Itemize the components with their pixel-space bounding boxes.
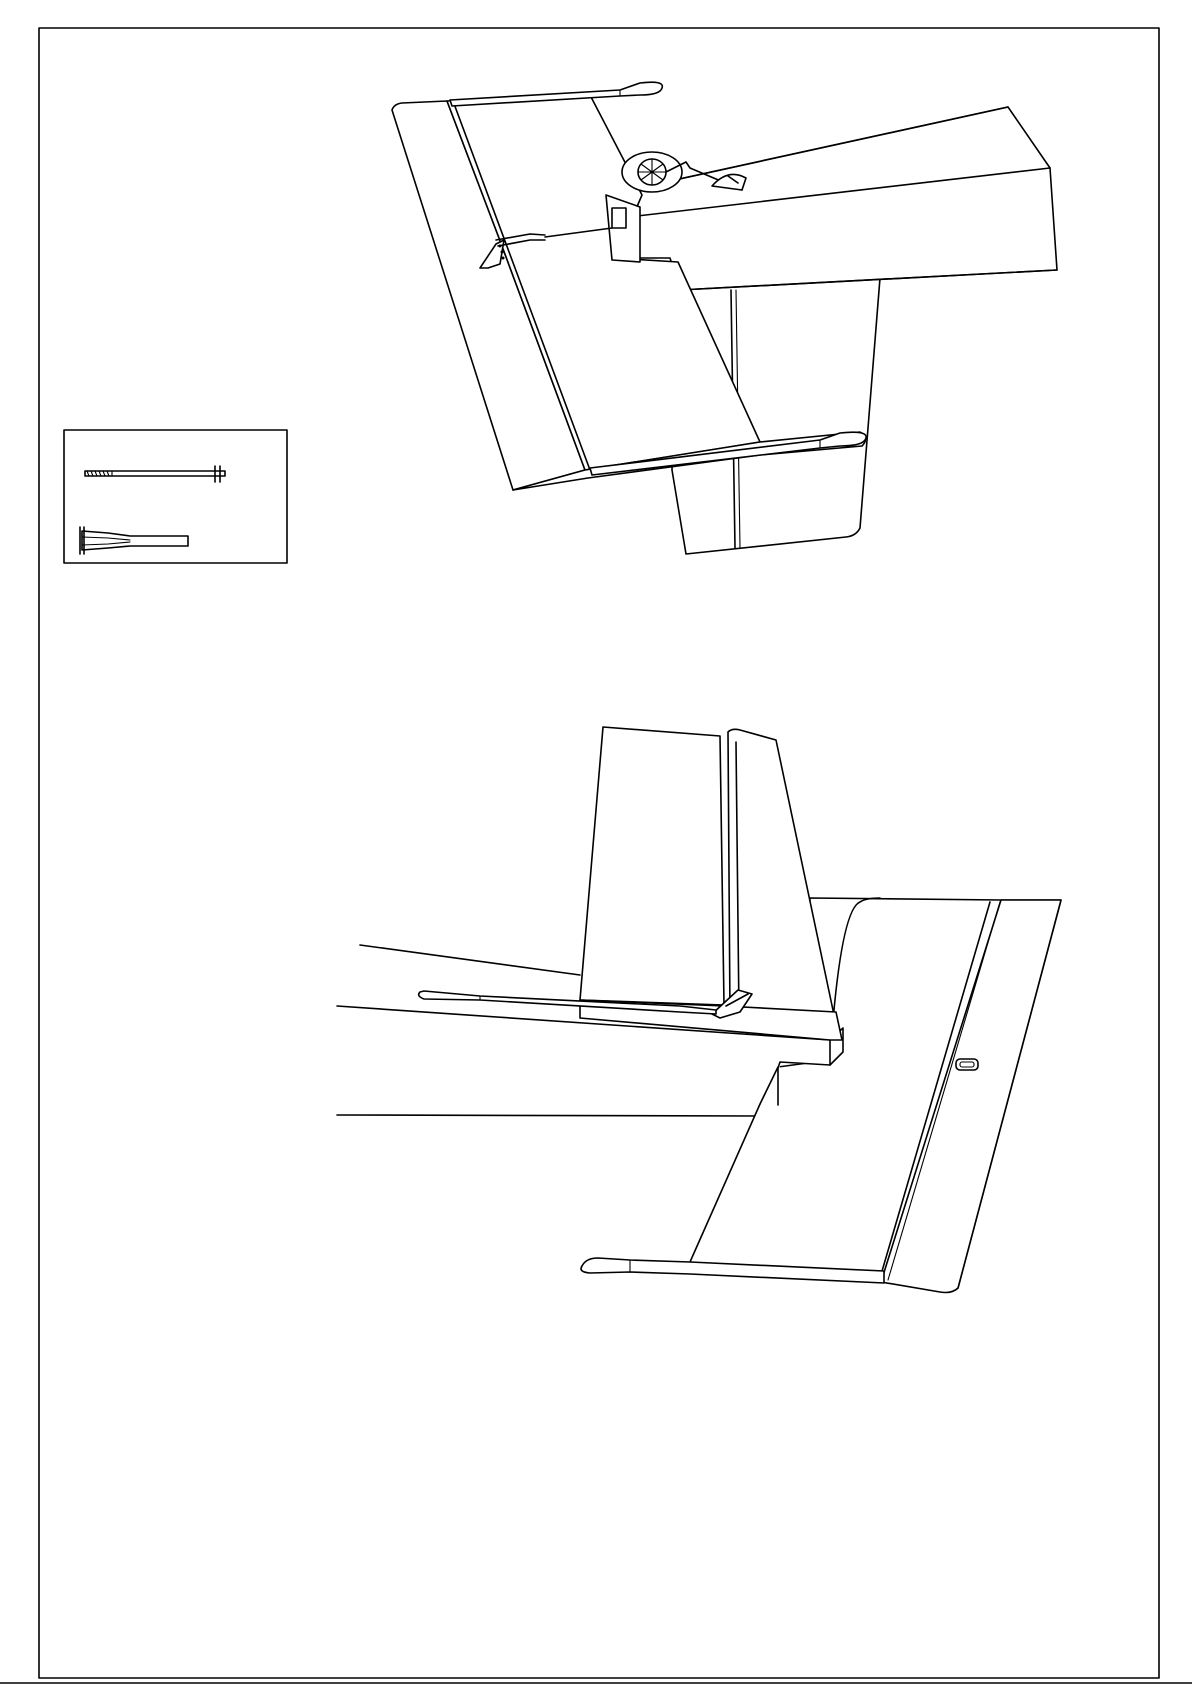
tail-underside-figure (392, 82, 1057, 554)
threaded-pushrod (85, 466, 225, 482)
parts-inset (64, 430, 287, 563)
clevis (80, 527, 188, 554)
vertical-fin (580, 727, 724, 1005)
rudder (728, 729, 834, 1020)
fuselage-line-upper (360, 945, 580, 975)
inset-frame (64, 430, 287, 563)
tail-top-figure (335, 727, 1061, 1293)
fuselage-line-lower (337, 1115, 760, 1116)
